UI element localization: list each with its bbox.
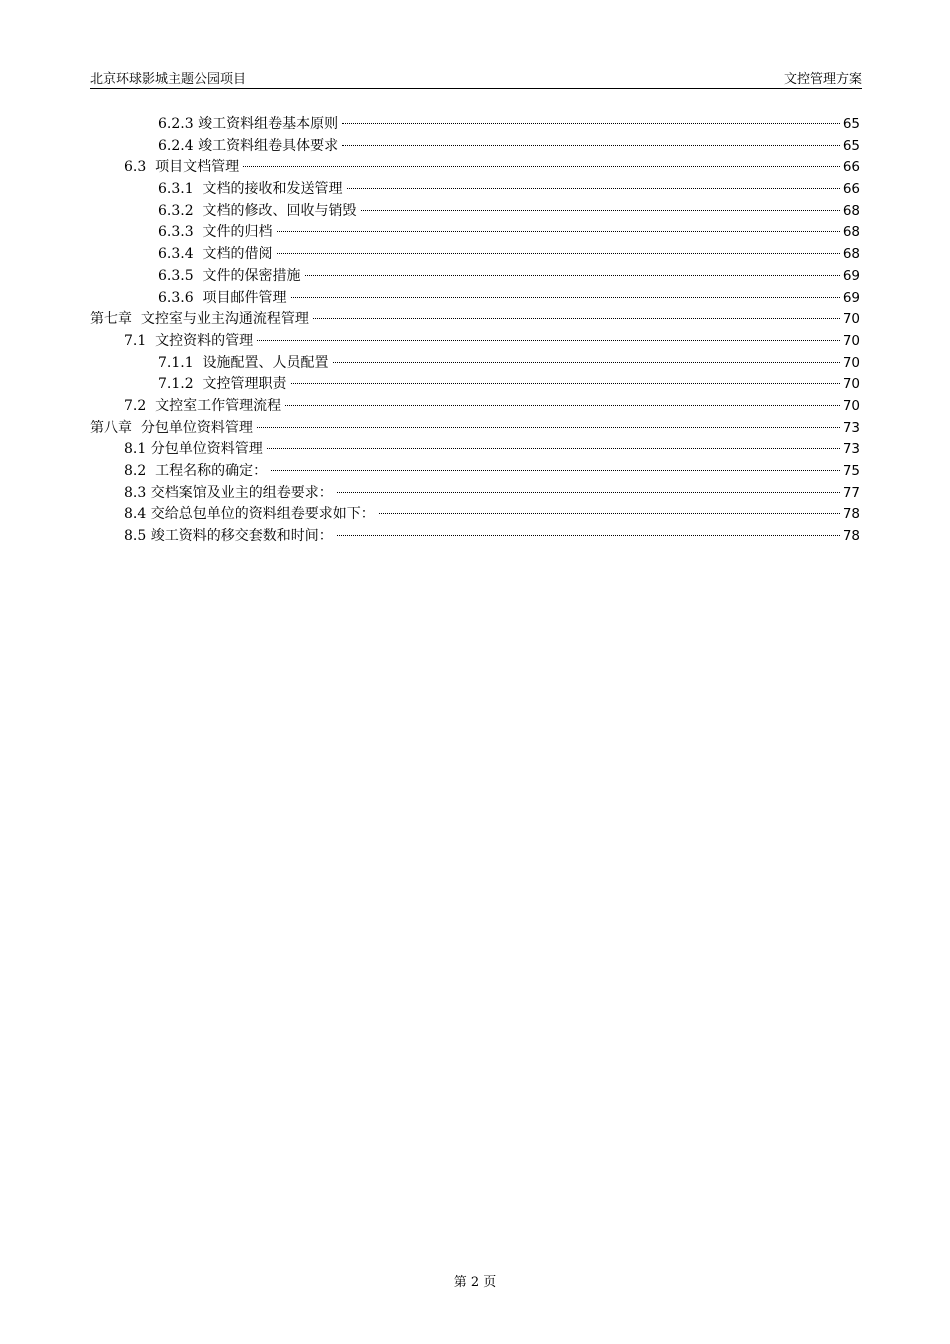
toc-entry-page: 66	[842, 159, 860, 176]
toc-entry-title: 6.3 项目文档管理	[124, 159, 240, 176]
toc-entry-page: 70	[842, 397, 860, 414]
dot-leader	[342, 123, 840, 124]
toc-entry-title: 8.2 工程名称的确定：	[124, 463, 268, 479]
dot-leader	[313, 318, 840, 319]
dot-leader	[305, 275, 840, 276]
toc-entry-page: 65	[842, 116, 860, 132]
header-project-name: 北京环球影城主题公园项目	[90, 72, 247, 87]
dot-leader	[277, 231, 840, 232]
toc-entry-title: 7.2 文控室工作管理流程	[124, 397, 282, 414]
toc-entry[interactable]	[90, 353, 860, 375]
dot-leader	[342, 145, 840, 146]
toc-entry[interactable]	[90, 526, 860, 548]
toc-entry[interactable]	[90, 136, 860, 158]
toc-entry-title: 7.1.2 文控管理职责	[158, 376, 287, 393]
toc-entry[interactable]	[90, 504, 860, 526]
toc-entry-page: 68	[842, 224, 860, 241]
toc-entry-page: 73	[842, 419, 860, 436]
toc-entry-title: 6.3.3 文件的归档	[158, 224, 273, 241]
toc-entry-title: 6.3.5 文件的保密措施	[158, 267, 301, 284]
toc-entry[interactable]	[90, 157, 860, 179]
dot-leader	[257, 427, 840, 428]
dot-leader	[291, 383, 840, 384]
toc-entry-page: 69	[842, 267, 860, 284]
dot-leader	[379, 513, 840, 514]
toc-entry[interactable]	[90, 201, 860, 223]
dot-leader	[243, 166, 840, 167]
toc-entry[interactable]	[90, 288, 860, 310]
dot-leader	[291, 297, 840, 298]
toc-entry-page: 78	[842, 528, 860, 545]
toc-entry[interactable]	[90, 374, 860, 396]
toc-entry-page: 70	[842, 376, 860, 393]
toc-entry-page: 69	[842, 289, 860, 306]
toc-entry-title: 6.2.3 竣工资料组卷基本原则	[158, 116, 339, 132]
dot-leader	[337, 492, 840, 493]
header-document-title: 文控管理方案	[783, 72, 862, 87]
toc-entry[interactable]	[90, 396, 860, 418]
toc-entry-title: 8.1 分包单位资料管理	[124, 441, 263, 458]
dot-leader	[271, 470, 840, 471]
toc-entry-title: 8.5 竣工资料的移交套数和时间：	[124, 528, 333, 545]
toc-entry-title: 8.4 交给总包单位的资料组卷要求如下：	[124, 506, 375, 523]
toc-entry-title: 6.3.1 文档的接收和发送管理	[158, 181, 343, 198]
dot-leader	[285, 405, 840, 406]
toc-entry-page: 68	[842, 246, 860, 263]
dot-leader	[361, 210, 840, 211]
dot-leader	[337, 535, 840, 536]
dot-leader	[257, 340, 840, 341]
toc-entry[interactable]	[90, 331, 860, 353]
toc-entry-page: 70	[842, 311, 860, 328]
toc-entry[interactable]	[90, 244, 860, 266]
toc-entry-page: 75	[842, 463, 860, 479]
toc-entry-page: 77	[842, 484, 860, 501]
toc-entry[interactable]	[90, 309, 860, 331]
toc-entry[interactable]	[90, 179, 860, 201]
toc-entry-page: 78	[842, 506, 860, 523]
dot-leader	[267, 448, 840, 449]
toc-entry-page: 65	[842, 137, 860, 154]
toc-entry-title: 6.3.6 项目邮件管理	[158, 289, 287, 306]
toc-entry-title: 第八章 分包单位资料管理	[90, 419, 253, 436]
toc-entry-page: 70	[842, 332, 860, 349]
toc-entry[interactable]	[90, 483, 860, 505]
toc-entry-title: 6.3.2 文档的修改、回收与销毁	[158, 202, 357, 219]
page-footer	[0, 1271, 950, 1290]
toc-entry-page: 70	[842, 354, 860, 371]
toc-entry-title: 6.2.4 竣工资料组卷具体要求	[158, 137, 339, 154]
toc-entry[interactable]	[90, 114, 860, 136]
page-number: 第 2 页	[453, 1275, 497, 1290]
dot-leader	[333, 362, 840, 363]
toc-entry-title: 7.1 文控资料的管理	[124, 332, 254, 349]
toc-entry-title: 第七章 文控室与业主沟通流程管理	[90, 311, 309, 328]
toc-entry-title: 6.3.4 文档的借阅	[158, 246, 273, 263]
toc-entry[interactable]	[90, 266, 860, 288]
page-header	[90, 68, 862, 89]
dot-leader	[347, 188, 840, 189]
toc-entry[interactable]	[90, 439, 860, 461]
toc-entry-page: 73	[842, 441, 860, 458]
table-of-contents	[90, 114, 860, 548]
toc-entry[interactable]	[90, 461, 860, 483]
toc-entry-page: 66	[842, 181, 860, 198]
toc-entry[interactable]	[90, 418, 860, 440]
toc-entry-title: 7.1.1 设施配置、人员配置	[158, 354, 329, 371]
toc-entry[interactable]	[90, 222, 860, 244]
toc-entry-title: 8.3 交档案馆及业主的组卷要求：	[124, 484, 333, 501]
toc-entry-page: 68	[842, 202, 860, 219]
dot-leader	[277, 253, 840, 254]
